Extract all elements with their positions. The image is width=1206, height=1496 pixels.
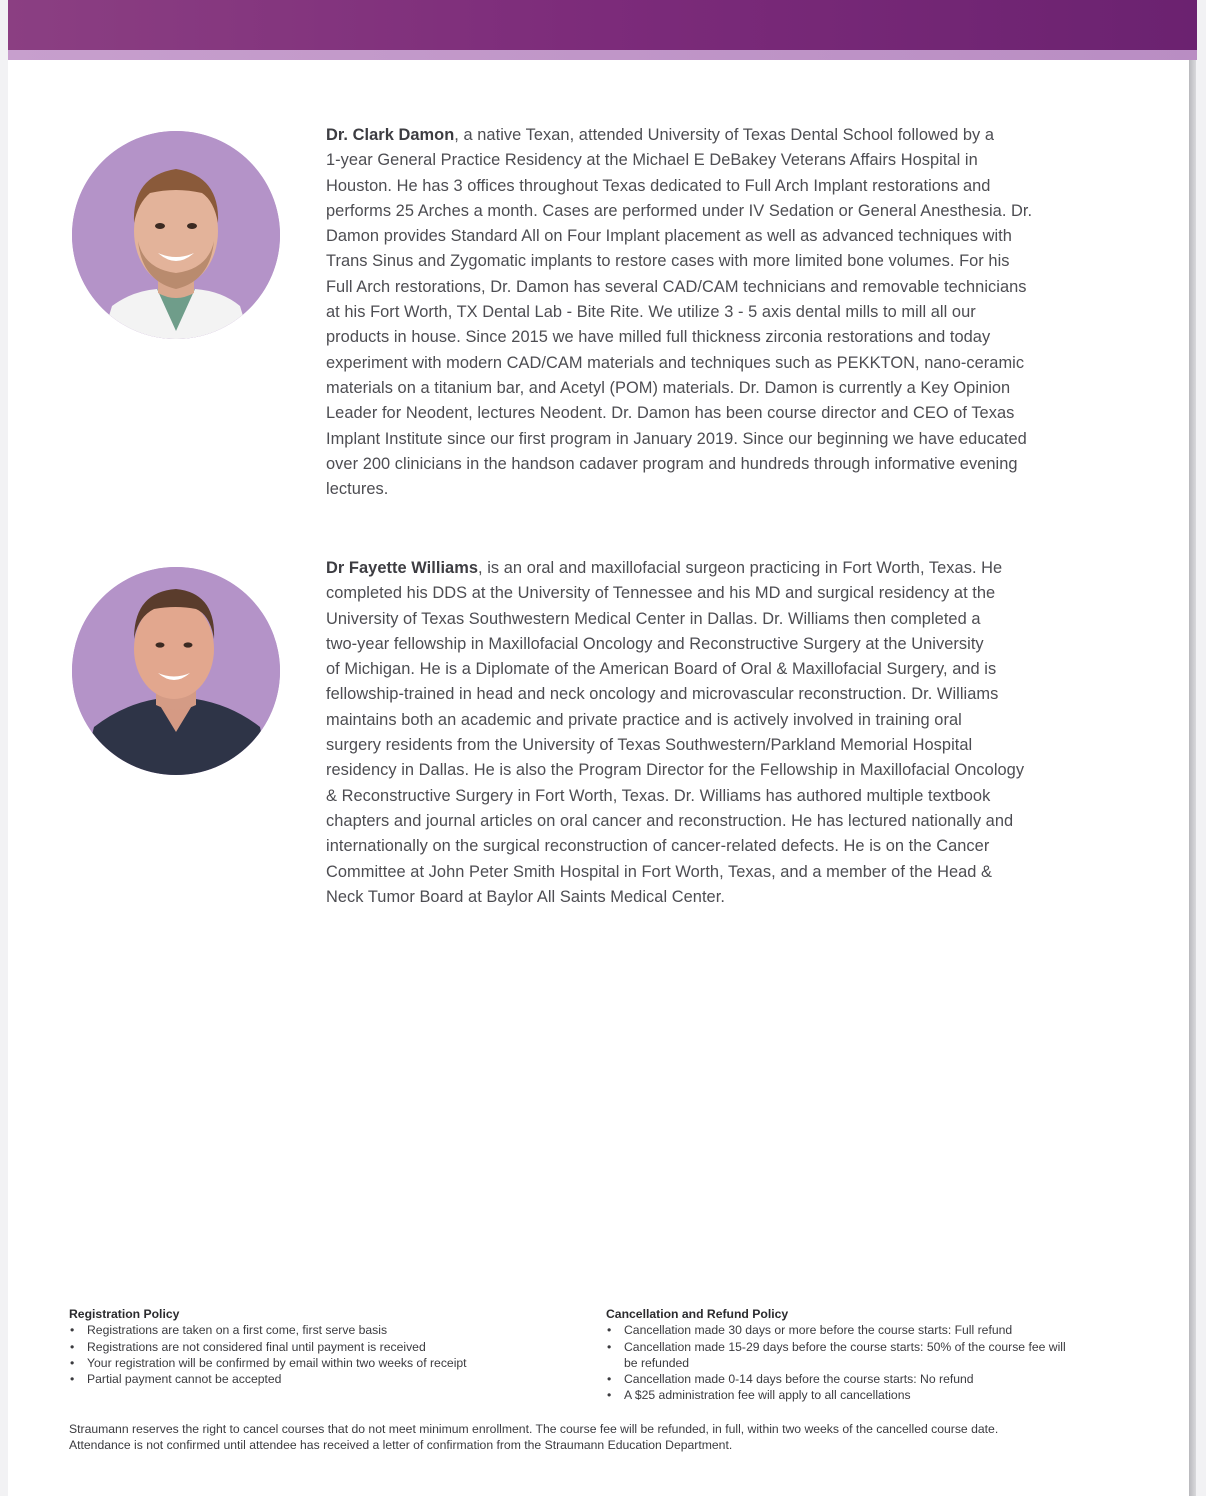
- bio-line: materials on a titanium bar, and Acetyl (POM) materials. Dr. Damon is currently a Key Opinion: [326, 378, 1011, 397]
- bio-line: surgery residents from the University of Texas Southwestern/Parkland Memorial Hospital: [326, 736, 973, 755]
- bio-line: Damon provides Standard All on Four Implant placement as well as advanced techniques with: [326, 227, 1012, 246]
- list-item: [69, 1322, 569, 1338]
- list-item-text: Cancellation made 30 days or more before the course starts: Full refund: [624, 1323, 1013, 1338]
- header-accent-strip: [8, 50, 1197, 60]
- list-item: [69, 1339, 569, 1355]
- bio-line: University of Texas Southwestern Medical Center in Dallas. Dr. Williams then completed a: [326, 609, 981, 628]
- portrait-fayette-williams-image: [72, 567, 280, 775]
- list-item: [606, 1371, 1076, 1387]
- bio-line: residency in Dallas. He is also the Program Director for the Fellowship in Maxillofacial Oncology: [326, 761, 1025, 780]
- portrait-fayette-williams: [72, 567, 280, 775]
- page-edge-shadow: [1189, 58, 1196, 1496]
- registration-policy-list: [69, 1322, 569, 1387]
- bio-line: Houston. He has 3 offices throughout Texas dedicated to Full Arch Implant restorations and: [326, 176, 991, 195]
- list-item-text: A $25 administration fee will apply to all cancellations: [624, 1388, 911, 1403]
- bio-first-line: [326, 123, 1126, 148]
- list-item-text: Registrations are not considered final until payment is received: [87, 1339, 426, 1354]
- cancellation-policy-list: [606, 1322, 1076, 1403]
- footer-note-line: Attendance is not confirmed until attendee has received a letter of confirmation from the Straumann Education Department.: [69, 1438, 733, 1453]
- bio-line: at his Fort Worth, TX Dental Lab - Bite Rite. We utilize 3 - 5 axis dental mills to mill all our: [326, 303, 976, 322]
- bio-line: over 200 clinicians in the handson cadaver program and hundreds through informative evening: [326, 454, 1018, 473]
- bio-line: chapters and journal articles on oral cancer and reconstruction. He has lectured nationally and: [326, 811, 1014, 830]
- bio-line: fellowship-trained in head and neck oncology and microvascular reconstruction. Dr. Williams: [326, 685, 999, 704]
- list-item: [69, 1371, 569, 1387]
- bio-line: Leader for Neodent, lectures Neodent. Dr. Damon has been course director and CEO of Texas: [326, 404, 1015, 423]
- bio-fayette-williams: [326, 556, 1126, 910]
- bio-line: 1-year General Practice Residency at the Michael E DeBakey Veterans Affairs Hospital in: [326, 151, 978, 170]
- bio-name: Dr Fayette Williams: [326, 559, 479, 577]
- bio-first-line: [326, 556, 1126, 581]
- cancellation-policy: [606, 1306, 1076, 1404]
- bullet-icon: •: [70, 1323, 75, 1338]
- bio-text: , is an oral and maxillofacial surgeon practicing in Fort Worth, Texas. He: [478, 559, 1003, 577]
- list-item-text: Registrations are taken on a first come, first serve basis: [87, 1323, 388, 1338]
- bio-line: Committee at John Peter Smith Hospital in Fort Worth, Texas, and a member of the Head &: [326, 862, 993, 881]
- list-item-text: Cancellation made 15-29 days before the course starts: 50% of the course fee will be refunded: [624, 1339, 1066, 1370]
- list-item: [606, 1387, 1076, 1403]
- bio-line: Full Arch restorations, Dr. Damon has several CAD/CAM technicians and removable technicians: [326, 277, 1027, 296]
- registration-policy-title: Registration Policy: [69, 1307, 180, 1321]
- footer-note-line: Straumann reserves the right to cancel courses that do not meet minimum enrollment. The course fee will be refunded, in full, within two weeks of the cancelled course date.: [69, 1422, 999, 1436]
- bio-line: lectures.: [326, 480, 389, 499]
- bio-line: performs 25 Arches a month. Cases are performed under IV Sedation or General Anesthesia. Dr.: [326, 201, 1033, 220]
- bullet-icon: •: [70, 1372, 75, 1387]
- bio-line: experiment with modern CAD/CAM materials and techniques such as PEKKTON, nano-ceramic: [326, 353, 1025, 372]
- bullet-icon: •: [70, 1355, 75, 1370]
- bullet-icon: •: [607, 1372, 612, 1387]
- bio-line: Trans Sinus and Zygomatic implants to restore cases with more limited bone volumes. For his: [326, 252, 1010, 271]
- bullet-icon: •: [607, 1388, 612, 1403]
- bullet-icon: •: [607, 1323, 612, 1338]
- bio-clark-damon: [326, 123, 1126, 502]
- list-item-text: Your registration will be confirmed by email within two weeks of receipt: [87, 1355, 467, 1370]
- bio-line: & Reconstructive Surgery in Fort Worth, Texas. Dr. Williams has authored multiple textbook: [326, 786, 991, 805]
- bio-line: Implant Institute since our first program in January 2019. Since our beginning we have educated: [326, 429, 1027, 448]
- bio-line: of Michigan. He is a Diplomate of the American Board of Oral & Maxillofacial Surgery, and is: [326, 660, 997, 679]
- footer-note: [69, 1421, 1169, 1454]
- bullet-icon: •: [70, 1339, 75, 1354]
- bio-line: maintains both an academic and private practice and is actively involved in training oral: [326, 710, 962, 729]
- bio-line: internationally on the surgical reconstruction of cancer-related defects. He is on the Cancer: [326, 837, 990, 856]
- list-item: [69, 1355, 569, 1371]
- registration-policy: [69, 1306, 569, 1387]
- cancellation-policy-title: Cancellation and Refund Policy: [606, 1307, 789, 1321]
- portrait-clark-damon: [72, 131, 280, 339]
- bio-line: two-year fellowship in Maxillofacial Oncology and Reconstructive Surgery at the University: [326, 634, 984, 653]
- bullet-icon: •: [607, 1339, 612, 1354]
- bio-line: completed his DDS at the University of Tennessee and his MD and surgical residency at the: [326, 584, 996, 603]
- bio-text: , a native Texan, attended University of Texas Dental School followed by a: [454, 126, 995, 144]
- bio-line: Neck Tumor Board at Baylor All Saints Medical Center.: [326, 887, 725, 906]
- bio-line: products in house. Since 2015 we have milled full thickness zirconia restorations and today: [326, 328, 991, 347]
- portrait-clark-damon-image: [72, 131, 280, 339]
- list-item-text: Cancellation made 0-14 days before the course starts: No refund: [624, 1372, 974, 1387]
- bio-name: Dr. Clark Damon: [326, 126, 455, 144]
- list-item-text: Partial payment cannot be accepted: [87, 1372, 282, 1387]
- header-band: [8, 0, 1197, 50]
- list-item: [606, 1339, 1076, 1372]
- list-item: [606, 1322, 1076, 1338]
